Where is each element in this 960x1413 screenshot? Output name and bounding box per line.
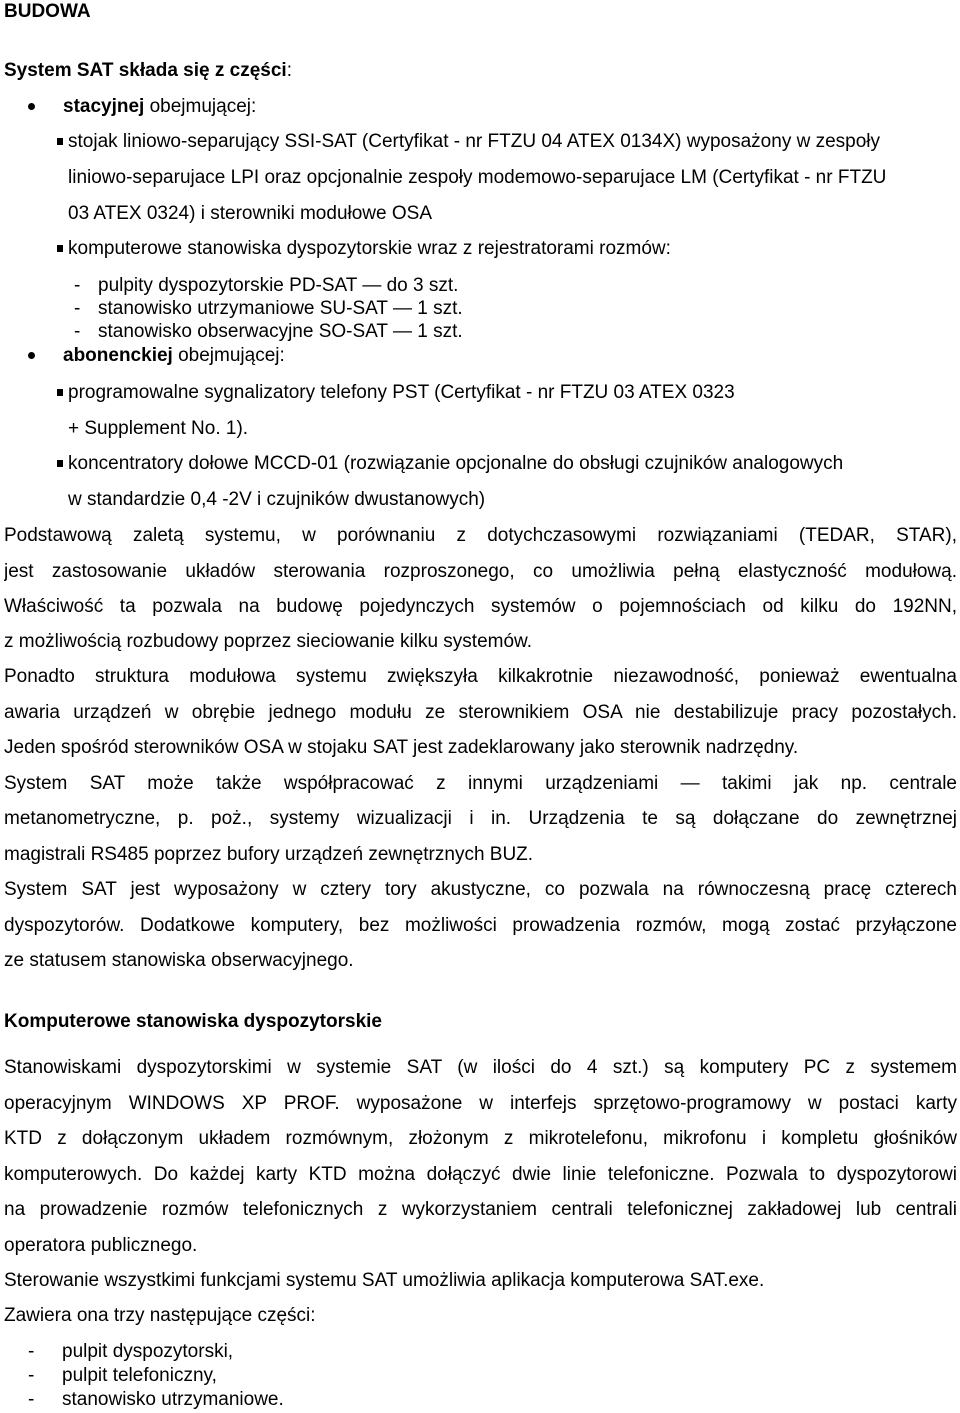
subscriber-heading xyxy=(63,345,285,367)
sub-item-2: stanowisko utrzymaniowe SU-SAT — 1 szt. xyxy=(98,298,463,319)
intro-text: System SAT składa się z części xyxy=(4,60,287,81)
stationary-item1-line1: stojak liniowo-separujący SSI-SAT (Certyfikat - nr FTZU 04 ATEX 0134X) wyposażony w zespoły xyxy=(68,131,881,152)
sub-item-3: stanowisko obserwacyjne SO-SAT — 1 szt. xyxy=(98,321,463,342)
section-line: operatora publicznego. xyxy=(4,1235,198,1256)
paragraph-line: Ponadto struktura modułowa systemu zwiększyła kilkakrotnie niezawodność, ponieważ ewentualna xyxy=(4,666,957,687)
section-line: komputerowych. Do każdej karty KTD można dołączyć dwie linie telefoniczne. Pozwala to dyspozytorowi xyxy=(4,1164,957,1185)
subscriber-rest: obejmującej: xyxy=(172,345,285,366)
section-line: operacyjnym WINDOWS XP PROF. wyposażone w interfejs sprzętowo-programowy w postaci karty xyxy=(4,1093,957,1114)
stationary-item1-line3: 03 ATEX 0324) i sterowniki modułowe OSA xyxy=(68,203,432,224)
subscriber-label: abonenckiej xyxy=(63,345,173,366)
square-bullet-icon xyxy=(57,460,63,467)
square-bullet-icon xyxy=(57,245,63,252)
sub-item-1: pulpity dyspozytorskie PD-SAT — do 3 szt. xyxy=(98,275,459,296)
stationary-heading xyxy=(63,96,256,118)
paragraph-line: System SAT jest wyposażony w cztery tory akustyczne, co pozwala na równoczesną pracę czterech xyxy=(4,879,957,900)
section-heading: Komputerowe stanowiska dyspozytorskie xyxy=(4,1011,382,1032)
stationary-rest: obejmującej: xyxy=(144,96,257,117)
paragraph-line: ze statusem stanowiska obserwacyjnego. xyxy=(4,950,354,971)
paragraph-line: System SAT może także współpracować z innymi urządzeniami — takimi jak np. centrale xyxy=(4,773,957,794)
paragraph-line: jest zastosowanie układów sterowania rozproszonego, co umożliwia pełną elastyczność modułową. xyxy=(4,561,957,582)
stationary-item2: komputerowe stanowiska dyspozytorskie wraz z rejestratorami rozmów: xyxy=(68,238,671,259)
section-line: Sterowanie wszystkimi funkcjami systemu SAT umożliwia aplikacja komputerowa SAT.exe. xyxy=(4,1270,765,1291)
subscriber-item2-line2: w standardzie 0,4 -2V i czujników dwustanowych) xyxy=(68,489,486,510)
section-line: KTD z dołączonym układem rozmównym, złożonym z mikrotelefonu, mikrofonu i kompletu głośników xyxy=(4,1128,957,1149)
paragraph-line: metanometryczne, p. poż., systemy wizualizacji i in. Urządzenia te są dołączane do zewnętrznej xyxy=(4,808,957,829)
paragraph-line: Właściwość ta pozwala na budowę pojedynczych systemów o pojemnościach od kilku do 192NN, xyxy=(4,596,957,617)
subscriber-item2-line1: koncentratory dołowe MCCD-01 (rozwiązanie opcjonalne do obsługi czujników analogowych xyxy=(68,453,844,474)
paragraph-line: Podstawową zaletą systemu, w porównaniu z dotychczasowymi rozwiązaniami (TEDAR, STAR), xyxy=(4,525,957,546)
square-bullet-icon xyxy=(57,389,63,396)
paragraph-line: Jeden spośród sterowników OSA w stojaku SAT jest zadeklarowany jako sterownik nadrzędny. xyxy=(4,737,799,758)
paragraph-line: awaria urządzeń w obrębie jednego modułu ze sterownikiem OSA nie destabilizuje pracy pozostałych. xyxy=(4,702,957,723)
bullet-dot-icon xyxy=(28,352,35,359)
list-item: stanowisko utrzymaniowe. xyxy=(62,1389,284,1410)
list-item: pulpit dyspozytorski, xyxy=(62,1341,234,1362)
paragraph-line: z możliwością rozbudowy poprzez sieciowanie kilku systemów. xyxy=(4,631,532,652)
list-item: pulpit telefoniczny, xyxy=(62,1365,217,1386)
dash-icon: - xyxy=(74,275,81,296)
section-line: Zawiera ona trzy następujące części: xyxy=(4,1305,316,1326)
document-title: BUDOWA xyxy=(4,1,91,22)
paragraph-line: magistrali RS485 poprzez bufory urządzeń zewnętrznych BUZ. xyxy=(4,844,534,865)
stationary-item1-line2: liniowo-separujace LPI oraz opcjonalnie zespoły modemowo-separujace LM (Certyfikat - nr FTZU xyxy=(68,167,887,188)
dash-icon: - xyxy=(28,1365,35,1386)
subscriber-item1-line2: + Supplement No. 1). xyxy=(68,418,249,439)
stationary-label: stacyjnej xyxy=(63,96,145,117)
subscriber-item1-line1: programowalne sygnalizatory telefony PST (Certyfikat - nr FTZU 03 ATEX 0323 xyxy=(68,382,735,403)
section-line: Stanowiskami dyspozytorskimi w systemie SAT (w ilości do 4 szt.) są komputery PC z systemem xyxy=(4,1057,957,1078)
dash-icon: - xyxy=(28,1389,35,1410)
square-bullet-icon xyxy=(57,138,63,145)
intro-line xyxy=(4,60,292,82)
section-line: na prowadzenie rozmów telefonicznych z wykorzystaniem centrali telefonicznej zakładowej lub centrali xyxy=(4,1199,957,1220)
dash-icon: - xyxy=(28,1341,35,1362)
intro-colon: : xyxy=(286,60,292,81)
bullet-dot-icon xyxy=(28,103,35,110)
paragraph-line: dyspozytorów. Dodatkowe komputery, bez możliwości prowadzenia rozmów, mogą zostać przyłączone xyxy=(4,915,957,936)
dash-icon: - xyxy=(74,298,81,319)
dash-icon: - xyxy=(74,321,81,342)
